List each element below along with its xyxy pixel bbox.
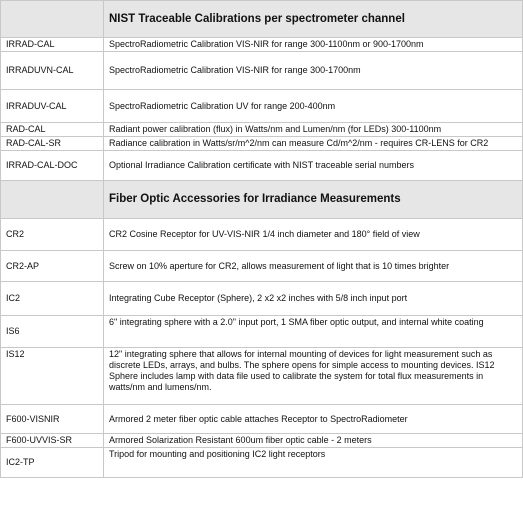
- product-description: Optional Irradiance Calibration certificate with NIST traceable serial numbers: [104, 151, 523, 181]
- product-description: SpectroRadiometric Calibration UV for range 200-400nm: [104, 90, 523, 123]
- product-code: F600-VISNIR: [1, 405, 104, 434]
- section-title: Fiber Optic Accessories for Irradiance Measurements: [104, 181, 523, 219]
- product-code: IRRAD-CAL-DOC: [1, 151, 104, 181]
- product-description: Integrating Cube Receptor (Sphere), 2 x2 x2 inches with 5/8 inch input port: [104, 282, 523, 316]
- table-row: [1, 52, 523, 90]
- table-row: [1, 251, 523, 282]
- table-row: [1, 448, 523, 478]
- product-description: CR2 Cosine Receptor for UV-VIS-NIR 1/4 inch diameter and 180° field of view: [104, 219, 523, 251]
- product-code: IC2: [1, 282, 104, 316]
- product-code: IRRADUV-CAL: [1, 90, 104, 123]
- table-row: [1, 137, 523, 151]
- product-description: 12" integrating sphere that allows for internal mounting of devices for light measurement such as discrete LEDs, arrays, and bulbs. The sphere opens for simple access to mounting devices. IS12 Sphere includes lamp with data file used to calibrate the system for total flux measurements in watts/nm and lumens/nm.: [104, 348, 523, 405]
- table-row: [1, 282, 523, 316]
- section-header-calibrations: [1, 1, 523, 38]
- table-row: [1, 316, 523, 348]
- product-code: CR2-AP: [1, 251, 104, 282]
- product-description: 6" integrating sphere with a 2.0" input port, 1 SMA fiber optic output, and internal white coating: [104, 316, 523, 348]
- table-row: [1, 348, 523, 405]
- section-header-spacer: [1, 181, 104, 219]
- section-header-accessories: [1, 181, 523, 219]
- product-description: Radiant power calibration (flux) in Watts/nm and Lumen/nm (for LEDs) 300-1100nm: [104, 123, 523, 137]
- product-description: SpectroRadiometric Calibration VIS-NIR for range 300-1100nm or 900-1700nm: [104, 38, 523, 52]
- table-row: [1, 38, 523, 52]
- table-row: [1, 151, 523, 181]
- product-code: F600-UVVIS-SR: [1, 434, 104, 448]
- product-code: IS6: [1, 316, 104, 348]
- product-description: Armored Solarization Resistant 600um fiber optic cable - 2 meters: [104, 434, 523, 448]
- product-description: Screw on 10% aperture for CR2, allows measurement of light that is 10 times brighter: [104, 251, 523, 282]
- product-code: IC2-TP: [1, 448, 104, 478]
- product-description: SpectroRadiometric Calibration VIS-NIR for range 300-1700nm: [104, 52, 523, 90]
- product-code: IS12: [1, 348, 104, 405]
- table-row: [1, 90, 523, 123]
- table-row: [1, 123, 523, 137]
- table-row: [1, 405, 523, 434]
- section-header-spacer: [1, 1, 104, 38]
- section-title: NIST Traceable Calibrations per spectrometer channel: [104, 1, 523, 38]
- product-description: Armored 2 meter fiber optic cable attaches Receptor to SpectroRadiometer: [104, 405, 523, 434]
- product-code: IRRADUVN-CAL: [1, 52, 104, 90]
- table-row: [1, 219, 523, 251]
- table-row: [1, 434, 523, 448]
- product-code: CR2: [1, 219, 104, 251]
- product-code: RAD-CAL: [1, 123, 104, 137]
- product-description: Tripod for mounting and positioning IC2 light receptors: [104, 448, 523, 478]
- product-code: IRRAD-CAL: [1, 38, 104, 52]
- product-code: RAD-CAL-SR: [1, 137, 104, 151]
- product-description: Radiance calibration in Watts/sr/m^2/nm can measure Cd/m^2/nm - requires CR-LENS for CR2: [104, 137, 523, 151]
